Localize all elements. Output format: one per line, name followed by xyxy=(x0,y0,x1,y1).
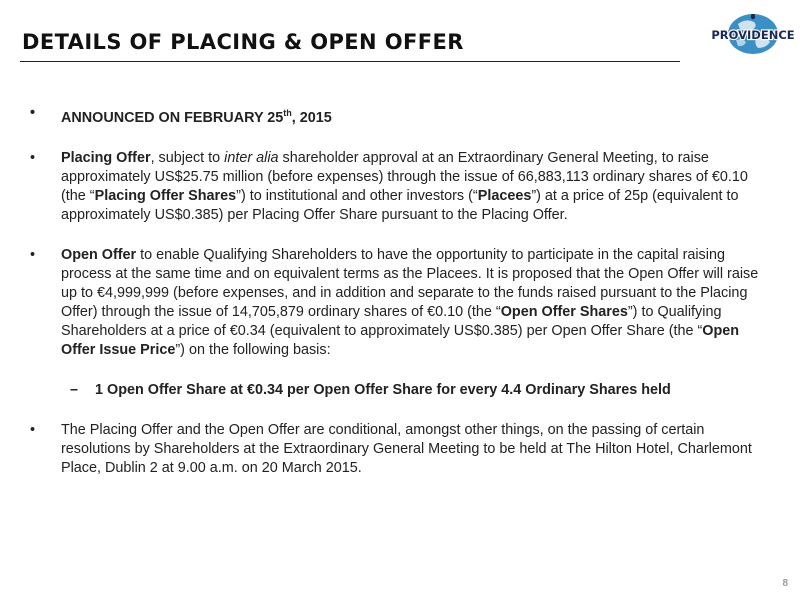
open-offer-term: Open Offer xyxy=(61,246,137,263)
announced-text: ANNOUNCED ON FEBRUARY 25 xyxy=(61,109,284,126)
open-text-1: to enable Qualifying Shareholders to have the opportunity to participate in the capital raising process at the same time and on equivalent terms as the Placees. It is proposed that the Open Offer will raise up to €4,999,999 (before expenses, and in addition and separate to the funds raised pursuant to the Placing Offer) through the issue of 14,705,879 ordinary shares of €0.10 (the “ xyxy=(61,246,759,320)
placing-text-3: ”) to institutional and other investors (“ xyxy=(236,187,478,204)
bullet-marker: • xyxy=(30,246,36,263)
bullet-marker: • xyxy=(30,149,36,166)
bullet-placing-offer xyxy=(30,149,775,225)
placing-text-2: shareholder approval at an Extraordinary General Meeting, to raise approximately US$25.75 million (before expenses) through the issue of 66,883,113 ordinary shares of €0.10 (the “ xyxy=(61,149,748,204)
conditional-text: The Placing Offer and the Open Offer are conditional, amongst other things, on the passing of certain resolutions by Shareholders at the Extraordinary General Meeting to be held at The Hilton Hotel, Charlemont Place, Dublin 2 at 9.00 a.m. on 20 March 2015. xyxy=(61,421,752,476)
placing-offer-term: Placing Offer xyxy=(61,149,151,166)
open-offer-issue-price-term: Open Offer Issue Price xyxy=(61,322,740,358)
sub-bullet-marker: – xyxy=(70,381,79,398)
bullet-marker: • xyxy=(30,421,36,438)
logo-wordmark: PROVIDENCE xyxy=(711,28,795,42)
page-number: 8 xyxy=(782,578,788,589)
placing-text-1: , subject to xyxy=(150,149,225,166)
bullet-conditional xyxy=(30,421,775,478)
open-text-3: ”) on the following basis: xyxy=(175,341,331,358)
bullet-open-offer xyxy=(30,246,775,360)
sub-bullet-basis xyxy=(30,381,775,400)
title-divider xyxy=(20,61,680,62)
bullet-announced xyxy=(30,104,775,128)
slide-content xyxy=(30,104,775,499)
company-logo xyxy=(708,12,798,56)
open-text-2: ”) to Qualifying Shareholders at a price of €0.34 (equivalent to approximately US$0.385) per Open Offer Share (the “ xyxy=(61,303,722,339)
bullet-marker: • xyxy=(30,105,36,121)
open-offer-shares-term: Open Offer Shares xyxy=(500,303,628,320)
placing-latin-term: inter alia xyxy=(224,149,279,166)
placing-text-4: ”) at a price of 25p (equivalent to approximately US$0.385) per Placing Offer Share pursuant to the Placing Offer. xyxy=(61,187,739,223)
placees-term: Placees xyxy=(477,187,532,204)
announced-year: , 2015 xyxy=(291,109,332,126)
placing-offer-shares-term: Placing Offer Shares xyxy=(94,187,237,204)
basis-text: 1 Open Offer Share at €0.34 per Open Offer Share for every 4.4 Ordinary Shares held xyxy=(95,381,671,398)
page-title: DETAILS OF PLACING & OPEN OFFER xyxy=(22,30,464,54)
announced-superscript: th xyxy=(283,108,292,118)
